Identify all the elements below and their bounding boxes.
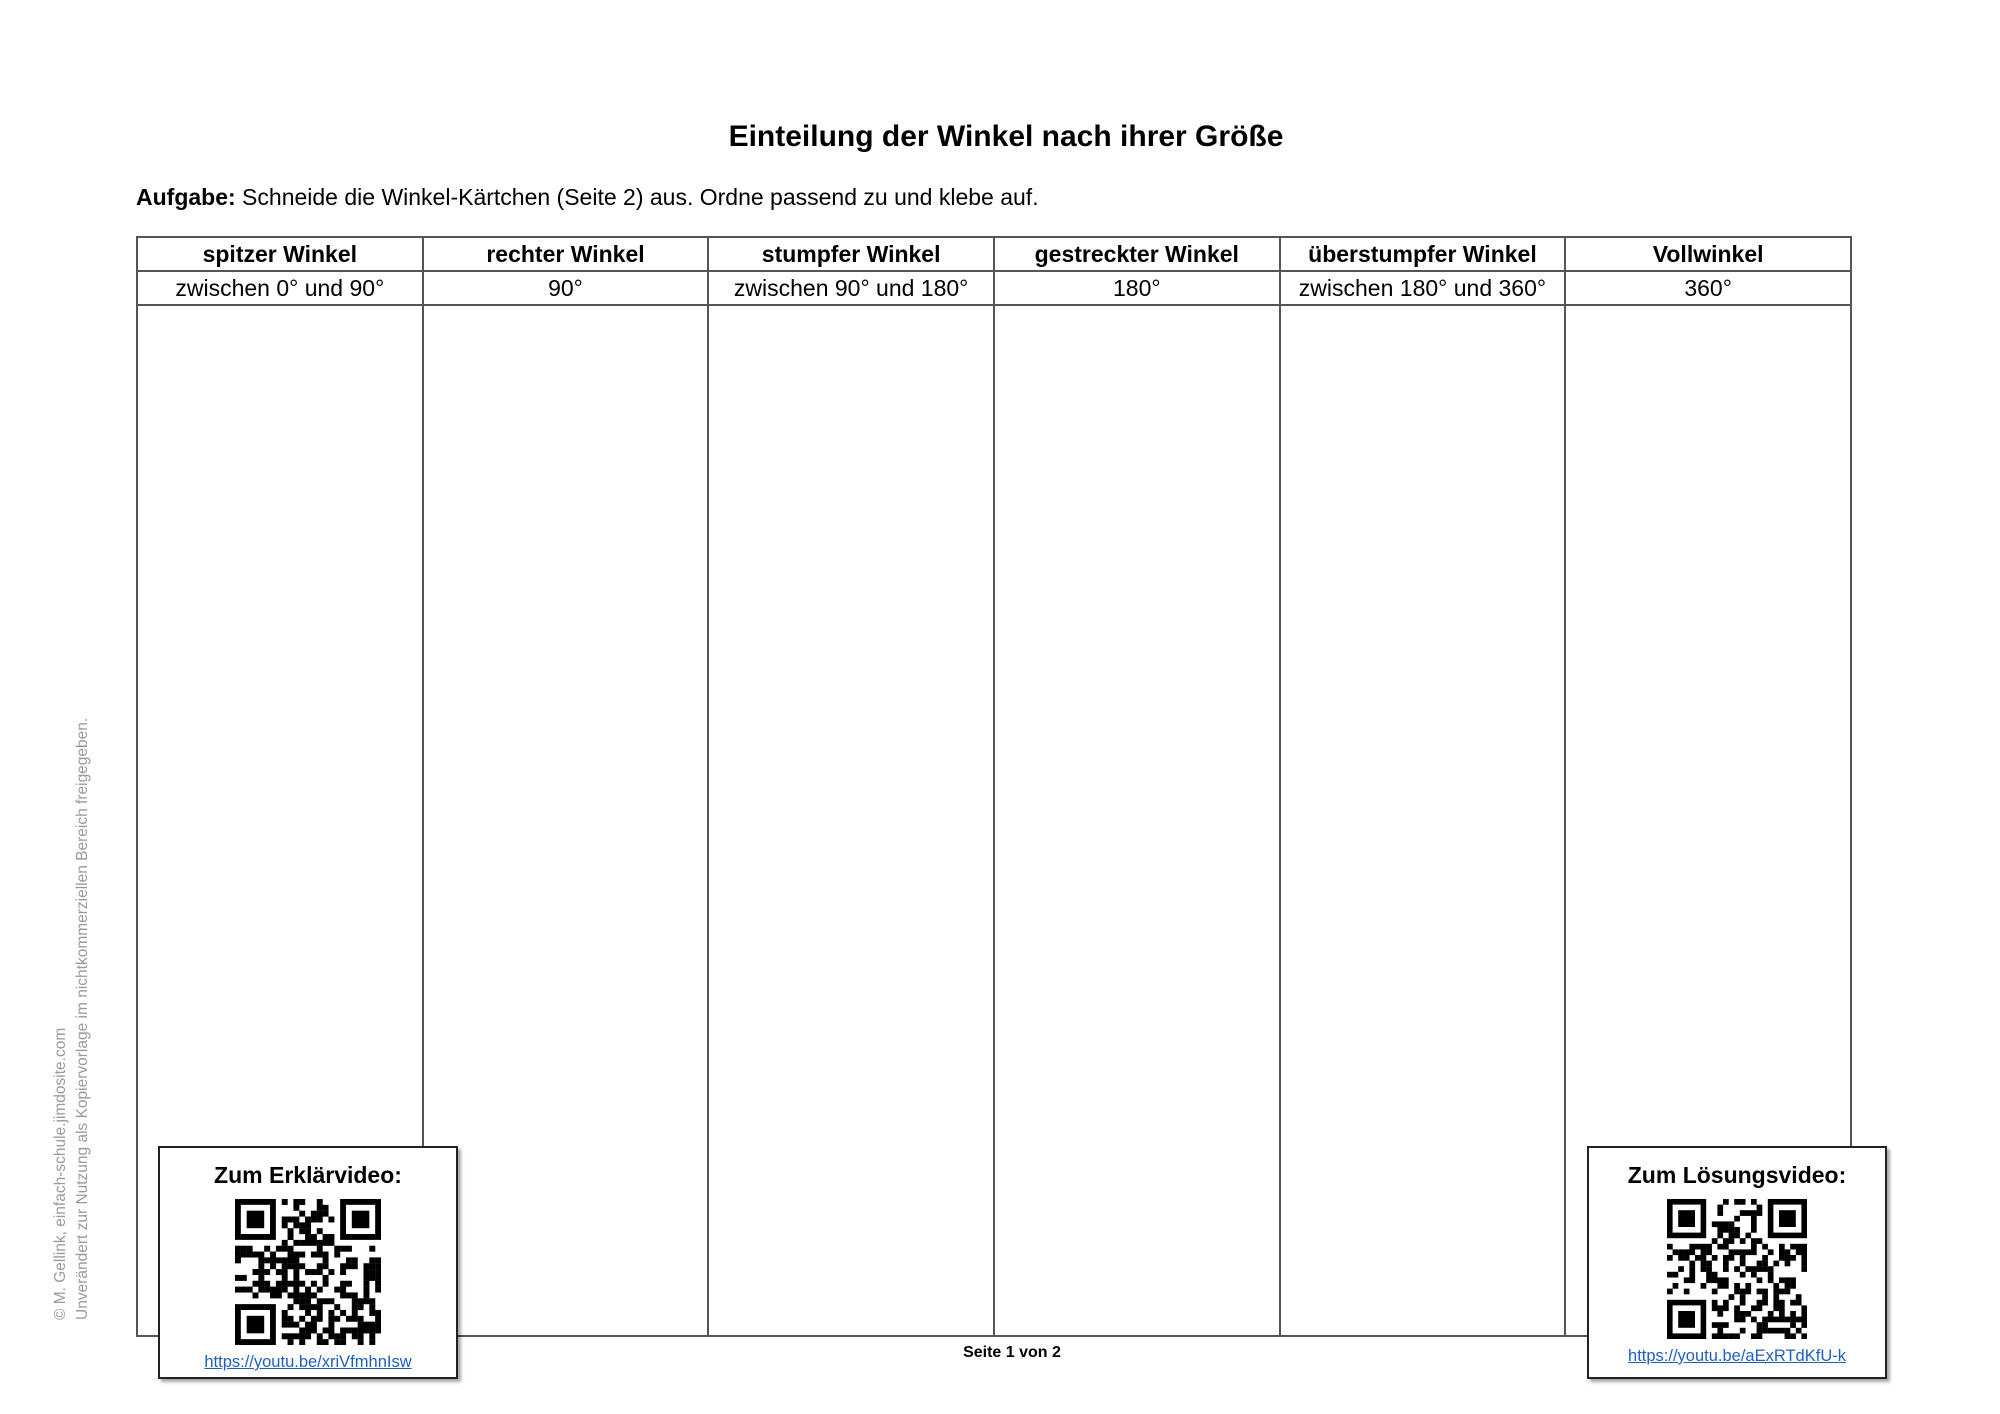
page-number: Seite 1 von 2 (963, 1344, 1061, 1361)
paste-area-right (423, 305, 709, 1336)
range-full: 360° (1565, 271, 1851, 305)
explanation-video-link[interactable]: https://youtu.be/xriVfmhnIsw (204, 1353, 412, 1371)
paste-area-obtuse (708, 305, 994, 1336)
solution-video-title: Zum Lösungsvideo: (1627, 1162, 1847, 1188)
task-text: Schneide die Winkel-Kärtchen (Seite 2) aus. Ordne passend zu und klebe auf. (235, 184, 1039, 210)
header-row (137, 237, 1851, 271)
header-acute: spitzer Winkel (137, 237, 423, 271)
header-reflex: überstumpfer Winkel (1280, 237, 1566, 271)
copyright-line: © M. Gellink, einfach-schule.jimdosite.com (52, 1027, 69, 1320)
task-label: Aufgabe: (136, 184, 236, 210)
range-straight: 180° (994, 271, 1280, 305)
license-line: Unverändert zur Nutzung als Kopiervorlage im nichtkommerziellen Bereich freigegeben. (74, 717, 91, 1320)
qr-code-icon[interactable] (1667, 1199, 1807, 1339)
explanation-video-title: Zum Erklärvideo: (214, 1162, 402, 1188)
copyright-note (50, 718, 94, 1320)
page-title: Einteilung der Winkel nach ihrer Größe (728, 120, 1284, 153)
paste-area-straight (994, 305, 1280, 1336)
solution-video-link[interactable]: https://youtu.be/aExRTdKfU-k (1628, 1347, 1846, 1365)
range-obtuse: zwischen 90° und 180° (708, 271, 994, 305)
header-obtuse: stumpfer Winkel (708, 237, 994, 271)
range-right: 90° (423, 271, 709, 305)
range-reflex: zwischen 180° und 360° (1280, 271, 1566, 305)
range-acute: zwischen 0° und 90° (137, 271, 423, 305)
task-instruction (136, 184, 1039, 211)
range-row (137, 271, 1851, 305)
header-full: Vollwinkel (1565, 237, 1851, 271)
paste-area-reflex (1280, 305, 1566, 1336)
qr-code-icon[interactable] (235, 1199, 381, 1345)
header-right: rechter Winkel (423, 237, 709, 271)
header-straight: gestreckter Winkel (994, 237, 1280, 271)
